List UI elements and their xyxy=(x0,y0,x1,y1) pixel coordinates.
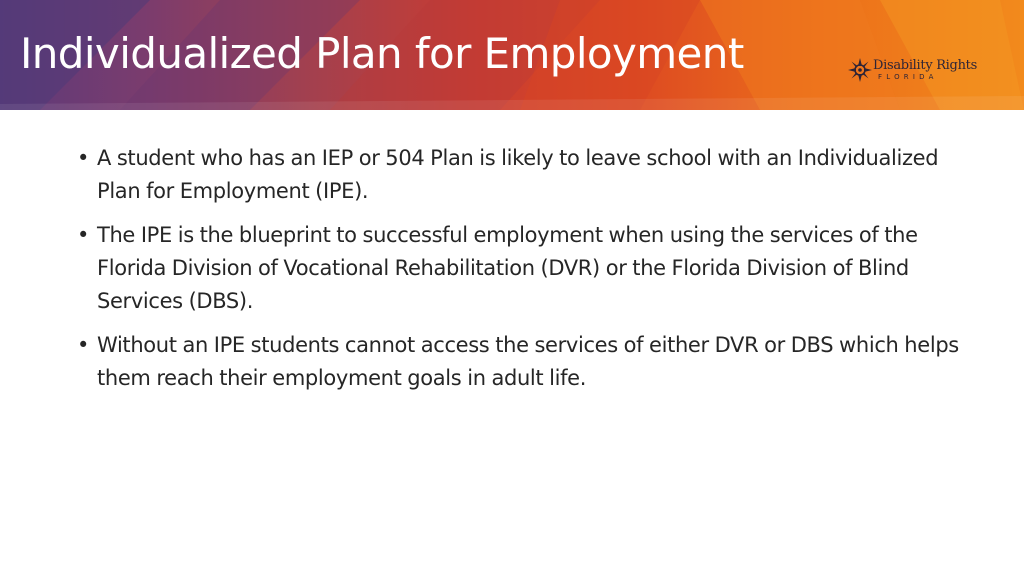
title-banner xyxy=(0,0,1024,110)
logo-name: Disability Rights xyxy=(873,58,977,73)
bullet-text: The IPE is the blueprint to successful employment when using the services of the Florida Division of Vocational Rehabilitation (DVR) or the Florida Division of Blind Services (DBS). xyxy=(97,223,918,313)
bullet-text: Without an IPE students cannot access the services of either DVR or DBS which helps them reach their employment goals in adult life. xyxy=(97,333,959,390)
bullet-dot: • xyxy=(77,146,90,170)
bullet-dot: • xyxy=(77,223,90,247)
bullet-dot: • xyxy=(77,333,90,357)
bullet-item xyxy=(74,219,964,318)
disability-rights-florida-logo xyxy=(843,55,983,87)
bullet-text: A student who has an IEP or 504 Plan is likely to leave school with an Individualized Plan for Employment (IPE). xyxy=(97,146,939,203)
slide-title: Individualized Plan for Employment xyxy=(20,29,744,78)
bullet-list xyxy=(74,142,964,395)
bullet-item xyxy=(74,142,964,208)
slide-body xyxy=(74,142,964,406)
bullet-item xyxy=(74,329,964,395)
logo-subtitle: FLORIDA xyxy=(878,73,938,81)
sunburst-logo-icon xyxy=(847,57,873,83)
